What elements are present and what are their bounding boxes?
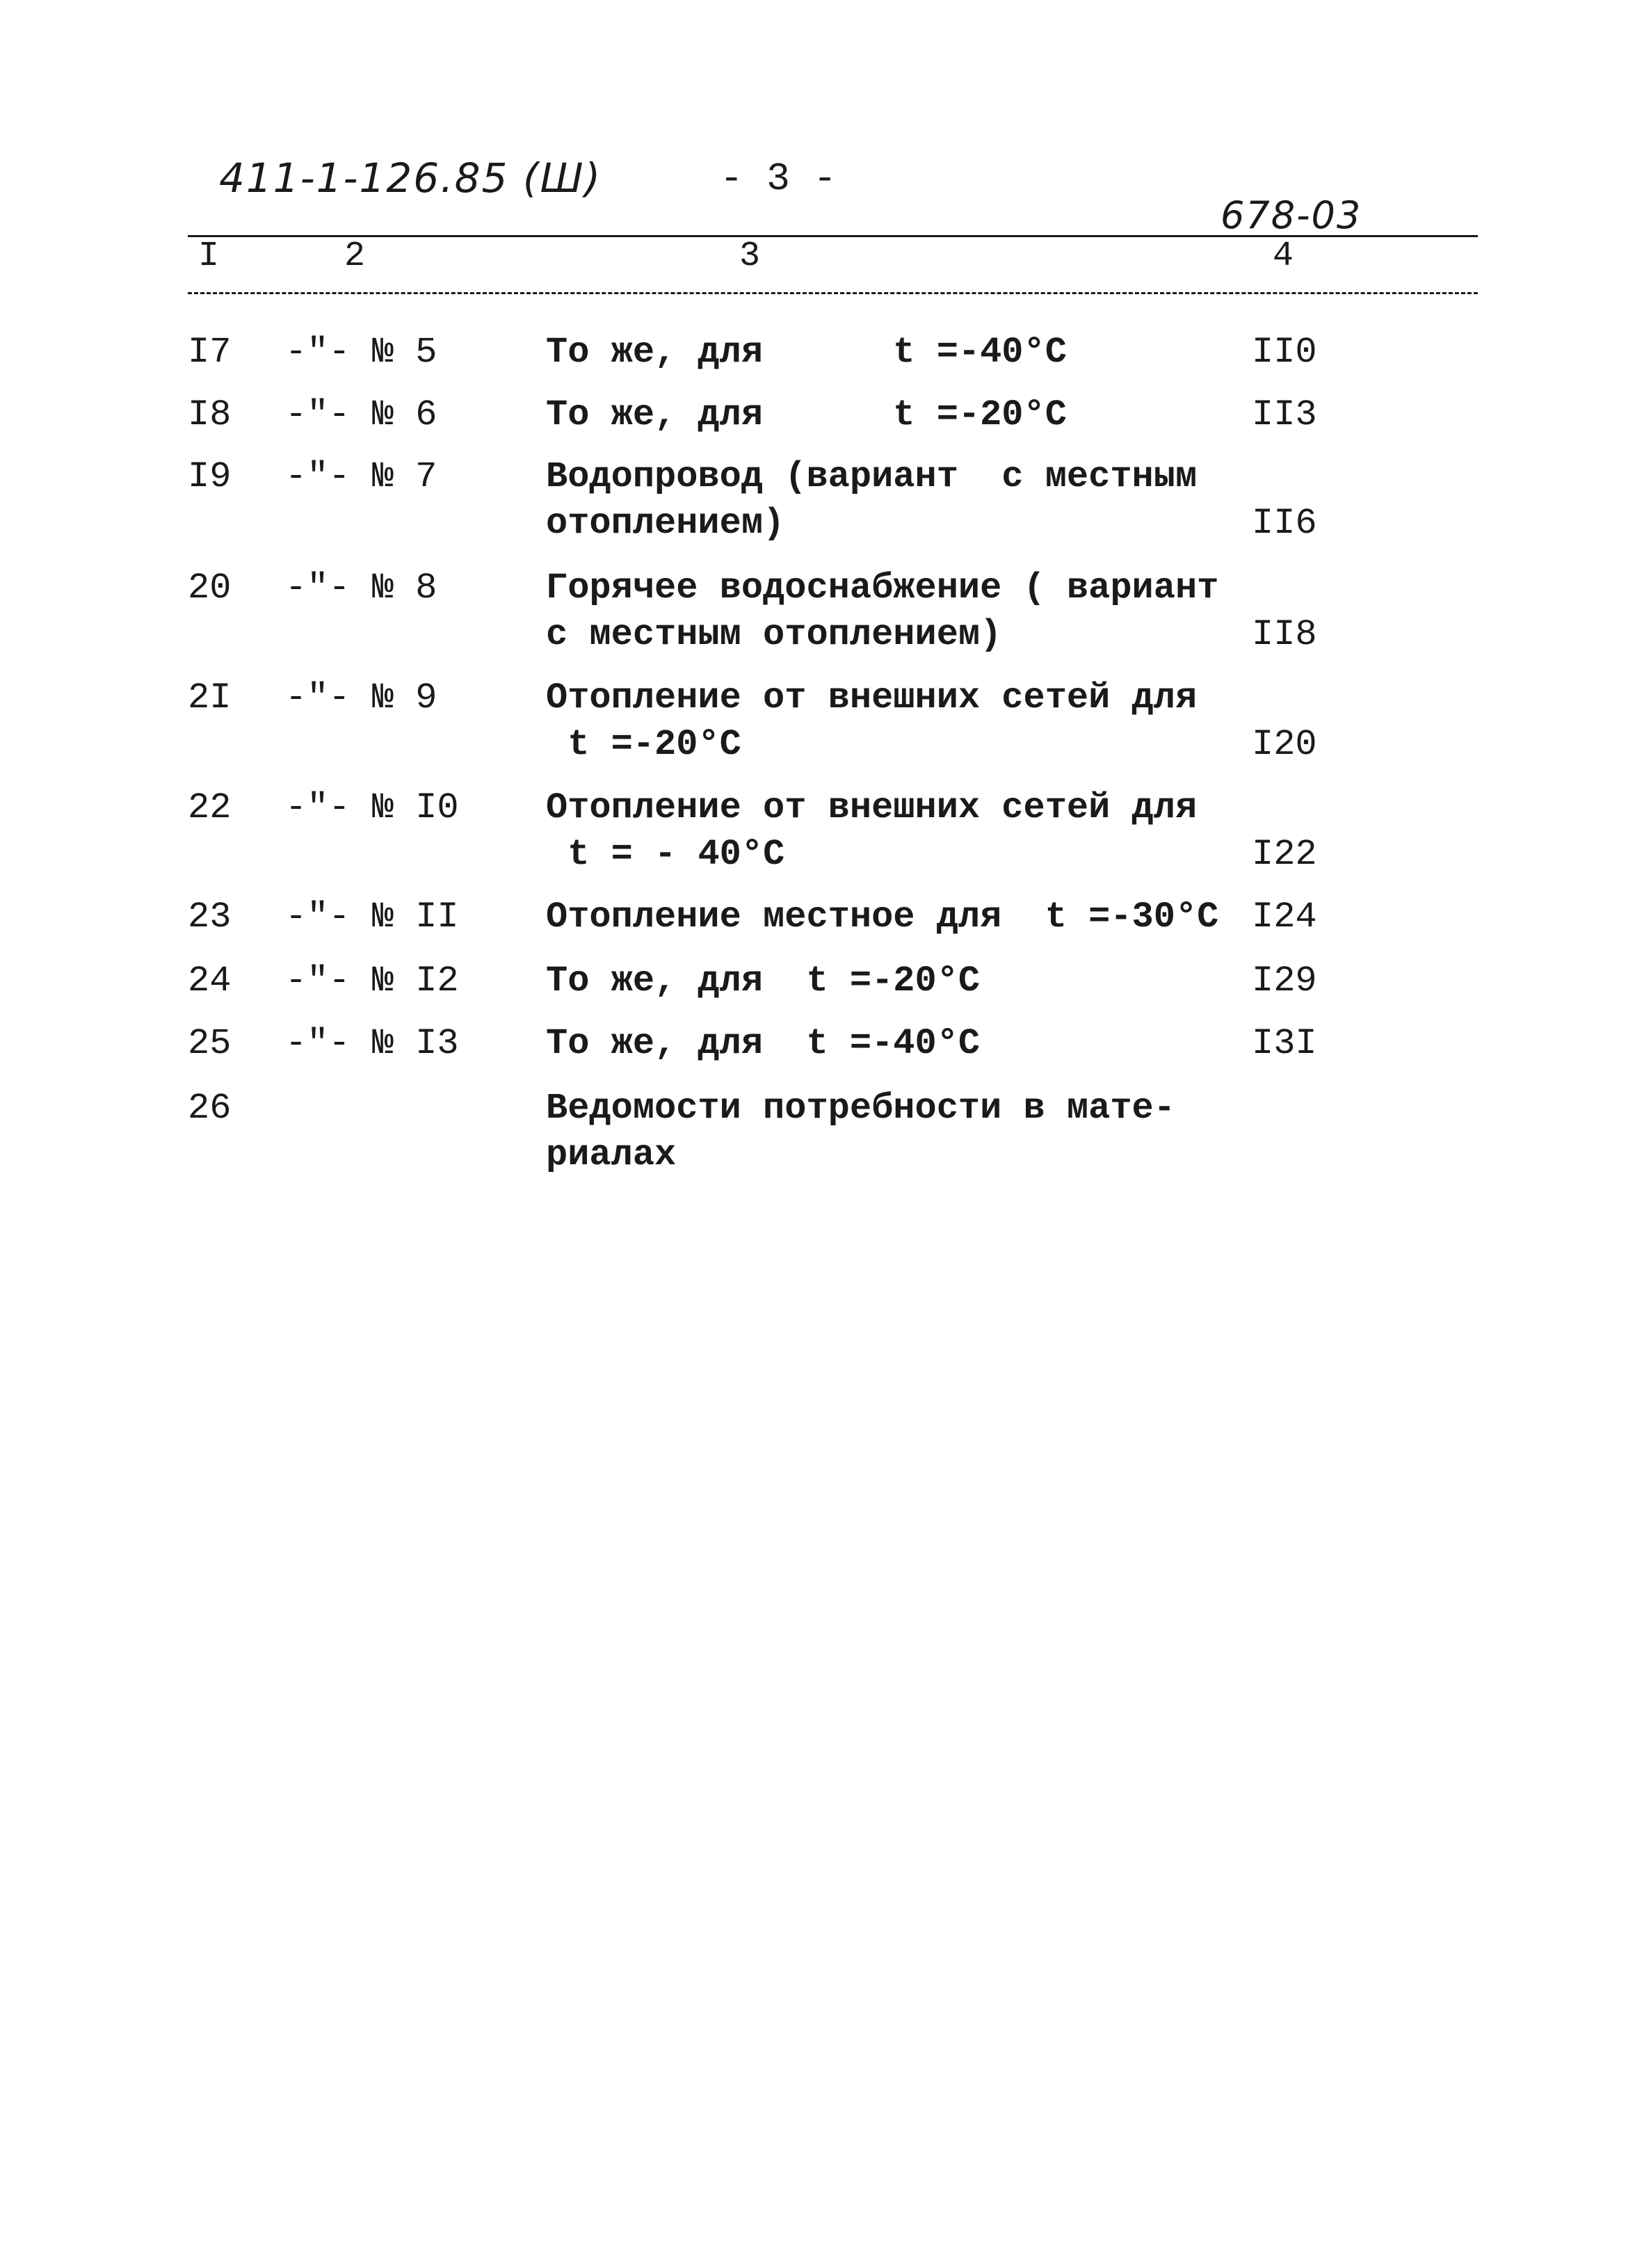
row-description: Водопровод (вариант с местным отоплением) <box>546 456 1198 544</box>
row-number: 22 <box>188 787 232 828</box>
row-description: Отопление от внешних сетей для t =-20°C <box>546 677 1198 765</box>
row-page: I22 <box>1252 834 1317 875</box>
row-page: II8 <box>1252 614 1317 655</box>
table-header-rule <box>188 292 1478 294</box>
row-page: II0 <box>1252 332 1317 373</box>
row-number: I7 <box>188 332 232 373</box>
row-page: II3 <box>1252 394 1317 435</box>
column-header-2: 2 <box>344 236 366 276</box>
row-description: То же, для t =-20°C <box>546 394 1067 435</box>
column-header-4: 4 <box>1273 236 1294 276</box>
row-reference: -"- № I0 <box>285 787 459 828</box>
row-description: То же, для t =-40°C <box>546 1023 981 1064</box>
row-number: 2I <box>188 677 232 718</box>
row-number: 23 <box>188 896 232 938</box>
row-reference: -"- № 9 <box>285 677 437 718</box>
row-description: Отопление местное для t =-30°C <box>546 896 1219 938</box>
row-reference: -"- № I2 <box>285 960 459 1002</box>
row-reference: -"- № 7 <box>285 456 437 497</box>
row-number: 20 <box>188 568 232 609</box>
row-reference: -"- № 5 <box>285 332 437 373</box>
column-header-3: 3 <box>739 236 761 276</box>
row-reference: -"- № 8 <box>285 568 437 609</box>
row-page: I24 <box>1252 896 1317 938</box>
row-number: I9 <box>188 456 232 497</box>
row-number: 26 <box>188 1088 232 1129</box>
row-reference: -"- № I3 <box>285 1023 459 1064</box>
column-header-1: I <box>198 236 220 276</box>
row-description: Ведомости потребности в мате- риалах <box>546 1088 1175 1175</box>
row-page: I29 <box>1252 960 1317 1002</box>
row-description: То же, для t =-20°C <box>546 960 981 1002</box>
row-description: Отопление от внешних сетей для t = - 40°C <box>546 787 1198 875</box>
row-reference: -"- № II <box>285 896 459 938</box>
row-page: I20 <box>1252 724 1317 765</box>
row-page: I3I <box>1252 1023 1317 1064</box>
row-number: 25 <box>188 1023 232 1064</box>
row-description: То же, для t =-40°C <box>546 332 1067 373</box>
row-reference: -"- № 6 <box>285 394 437 435</box>
row-number: 24 <box>188 960 232 1002</box>
document-code: 411-1-126.85 (Ш) <box>219 154 602 202</box>
row-page: II6 <box>1252 503 1317 544</box>
sheet-code: 678-03 <box>1221 193 1362 237</box>
page-number: - 3 - <box>720 156 837 201</box>
row-number: I8 <box>188 394 232 435</box>
row-description: Горячее водоснабжение ( вариант с местным отоплением) <box>546 568 1219 655</box>
